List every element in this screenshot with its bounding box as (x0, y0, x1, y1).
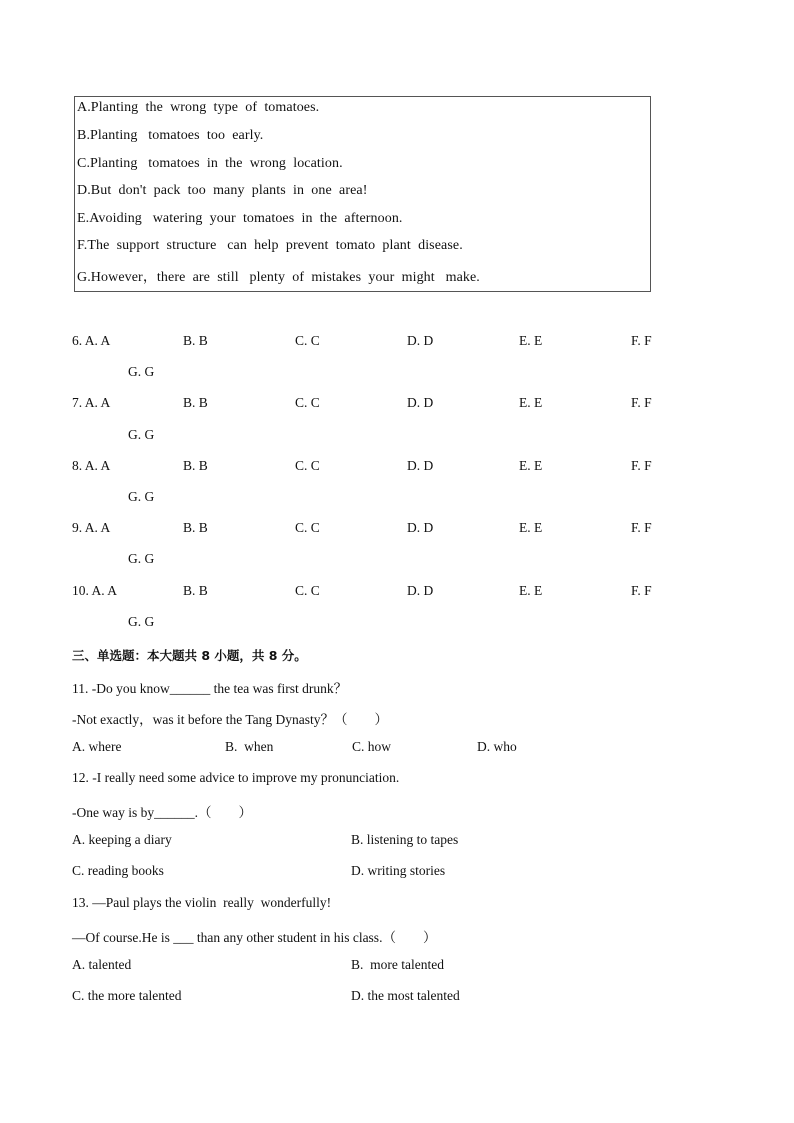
option-line-e: E.Avoiding watering your tomatoes in the afternoon. (77, 211, 403, 226)
option-line-f: F.The support structure can help prevent tomato plant disease. (77, 238, 463, 253)
answer-choice: D. D (407, 520, 434, 535)
option-line-c: C.Planting tomatoes in the wrong location. (77, 156, 343, 171)
question-option: D. writing stories (351, 863, 446, 878)
question-option: D. the most talented (351, 988, 460, 1003)
question-option: C. reading books (72, 863, 164, 878)
answer-choice: D. D (407, 333, 434, 348)
answer-choice: G. G (128, 427, 155, 442)
options-box (74, 96, 651, 292)
section-title: 三、单选题：本大题共 8 小题，共 8 分。 (72, 648, 307, 663)
answer-choice: B. B (183, 458, 208, 473)
answer-choice: C. C (295, 583, 320, 598)
answer-choice: C. C (295, 333, 320, 348)
question-option: B. listening to tapes (351, 832, 459, 847)
question-option: A. keeping a diary (72, 832, 172, 847)
answer-choice: G. G (128, 364, 155, 379)
question-option: A. talented (72, 957, 132, 972)
answer-choice: D. D (407, 395, 434, 410)
answer-choice: E. E (519, 583, 543, 598)
question-reply: -Not exactly，was it before the Tang Dynasty？（ ） (72, 712, 388, 727)
answer-choice: E. E (519, 333, 543, 348)
answer-choice: B. B (183, 395, 208, 410)
option-line-a: A.Planting the wrong type of tomatoes. (77, 100, 320, 115)
option-line-g: G.However，there are still plenty of mistakes your might make. (77, 270, 480, 285)
question-prompt: 11. -Do you know______ the tea was first drunk？ (72, 681, 348, 696)
question-reply: —Of course.He is ___ than any other student in his class.（ ） (72, 930, 437, 945)
question-option: B. when (225, 739, 274, 754)
answer-number: 7. A. A (72, 395, 111, 410)
answer-choice: G. G (128, 614, 155, 629)
answer-choice: F. F (631, 583, 652, 598)
answer-choice: C. C (295, 395, 320, 410)
question-option: B. more talented (351, 957, 444, 972)
answer-choice: C. C (295, 458, 320, 473)
option-line-d: D.But don't pack too many plants in one area! (77, 183, 368, 198)
answer-choice: E. E (519, 458, 543, 473)
answer-number: 8. A. A (72, 458, 111, 473)
answer-number: 10. A. A (72, 583, 118, 598)
question-option: C. how (352, 739, 392, 754)
answer-choice: G. G (128, 551, 155, 566)
answer-choice: B. B (183, 583, 208, 598)
answer-choice: F. F (631, 333, 652, 348)
answer-choice: D. D (407, 458, 434, 473)
question-option: D. who (477, 739, 517, 754)
question-prompt: 12. -I really need some advice to improve my pronunciation. (72, 770, 400, 785)
answer-number: 6. A. A (72, 333, 111, 348)
option-line-b: B.Planting tomatoes too early. (77, 128, 264, 143)
answer-choice: E. E (519, 395, 543, 410)
answer-choice: B. B (183, 333, 208, 348)
question-reply: -One way is by______.（ ） (72, 805, 252, 820)
answer-choice: F. F (631, 520, 652, 535)
question-option: C. the more talented (72, 988, 182, 1003)
question-option: A. where (72, 739, 122, 754)
question-prompt: 13. —Paul plays the violin really wonderfully! (72, 895, 332, 910)
answer-choice: E. E (519, 520, 543, 535)
answer-choice: D. D (407, 583, 434, 598)
answer-number: 9. A. A (72, 520, 111, 535)
answer-choice: F. F (631, 458, 652, 473)
answer-choice: B. B (183, 520, 208, 535)
answer-choice: G. G (128, 489, 155, 504)
answer-choice: C. C (295, 520, 320, 535)
answer-choice: F. F (631, 395, 652, 410)
